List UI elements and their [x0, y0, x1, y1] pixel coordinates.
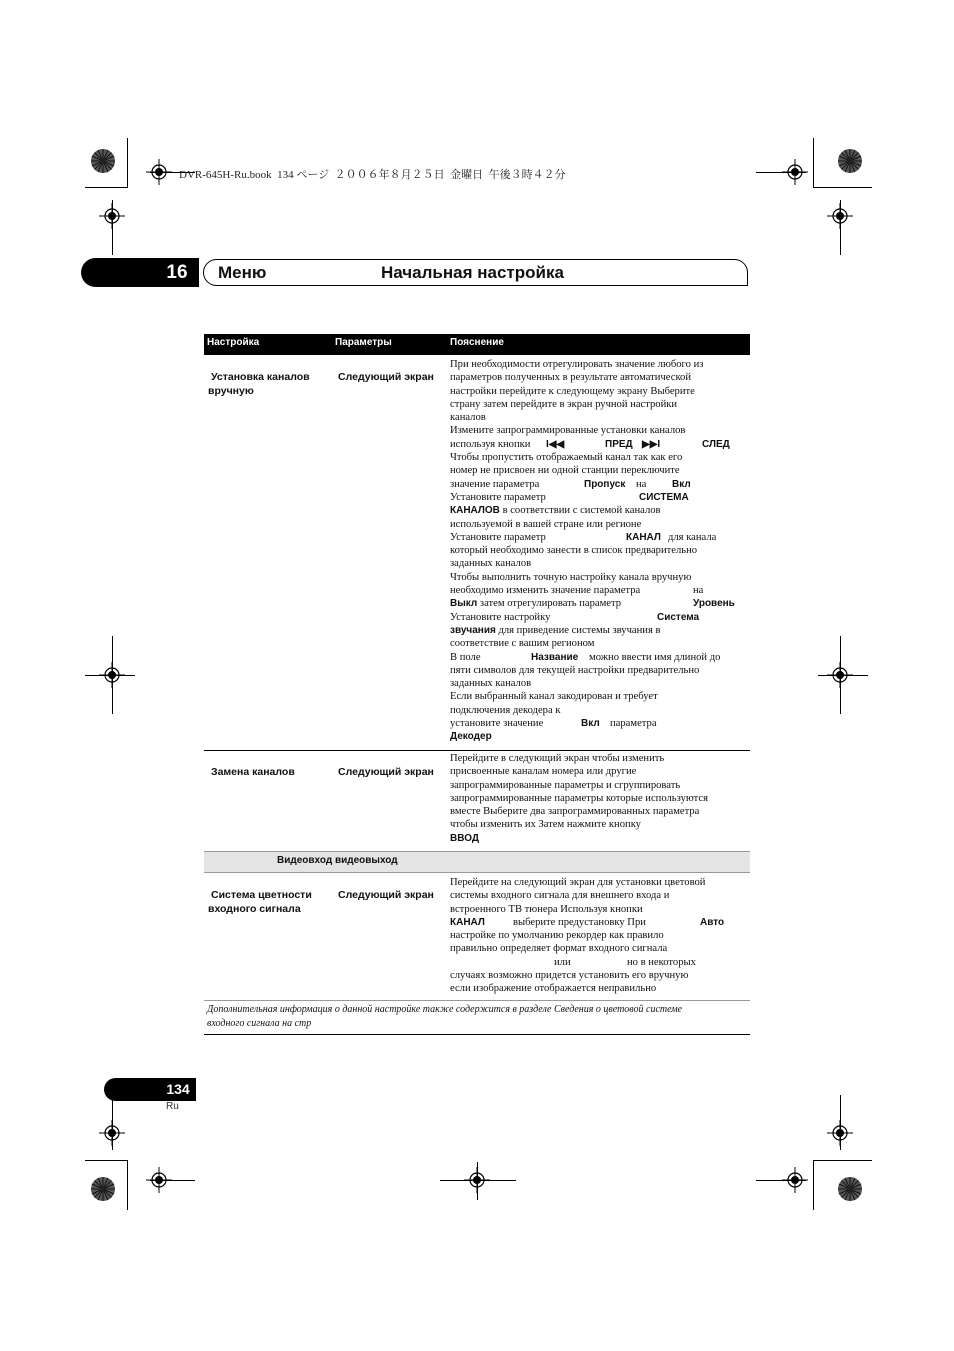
description-text: выберите предустановку При: [513, 916, 646, 928]
description-text: для приведение системы звучания в: [495, 624, 661, 636]
row-divider: [204, 1000, 750, 1001]
description-text: Измените запрограммированные установки каналов: [450, 425, 686, 437]
keyword-label: ВВОД: [450, 832, 479, 844]
description-line: [450, 464, 746, 477]
description-text: При необходимости отрегулировать значение любого из: [450, 359, 704, 370]
page-number: 134: [166, 1081, 190, 1097]
description-line: [450, 677, 746, 690]
rosette-mark-icon: [90, 1176, 116, 1202]
description-line: [450, 424, 746, 437]
rosette-mark-icon: [90, 148, 116, 174]
description-line: [450, 544, 746, 557]
description-text: на: [693, 585, 704, 597]
description-text: запрограммированные параметры которые используются: [450, 792, 708, 804]
table-row-setting: [211, 765, 295, 779]
description-text: настройки перейдите к следующему экрану Выберите: [450, 385, 695, 397]
description-line: [450, 651, 746, 664]
keyword-label: СЛЕД: [702, 438, 730, 450]
description-line: [450, 371, 746, 384]
description-line: [450, 637, 746, 650]
description-text: параметра: [610, 718, 657, 730]
keyword-label: КАНАЛОВ: [450, 505, 500, 517]
description-text: Чтобы выполнить точную настройку канала вручную: [450, 571, 692, 583]
description-text: соответствие с вашим регионом: [450, 638, 595, 650]
description-line: [450, 929, 746, 942]
description-line: [450, 531, 746, 544]
description-text: параметров полученных в результате автоматической: [450, 372, 692, 384]
description-line: [450, 438, 746, 451]
keyword-label: Уровень: [693, 598, 735, 610]
description-text: затем отрегулировать параметр: [477, 598, 622, 610]
book-file-line: DVR-645H-Ru.book 134 ページ ２００６年８月２５日 金曜日 午後３時４２分: [179, 169, 566, 181]
description-line: [450, 916, 746, 929]
description-text: присвоенные каналам номера или другие: [450, 766, 637, 778]
keyword-label: Выкл: [450, 598, 478, 610]
language-code: Ru: [166, 1101, 179, 1112]
description-line: [450, 704, 746, 717]
description-line: [450, 557, 746, 570]
description-text: Установите настройку: [450, 611, 551, 623]
description-line: [450, 690, 746, 703]
description-line: [450, 398, 746, 411]
description-text: чтобы изменить их Затем нажмите кнопку: [450, 819, 641, 831]
description-line: [450, 584, 746, 597]
description-line: [450, 805, 746, 818]
description-line: [450, 969, 746, 982]
description-text: вместе Выберите два запрограммированных параметра: [450, 806, 700, 818]
description-text: или: [554, 956, 571, 968]
keyword-label: ПРЕД: [605, 438, 633, 450]
table-section-label: Видеовход видеовыход: [277, 855, 398, 866]
footnote: [207, 1003, 747, 1030]
table-bottom-rule: [204, 1034, 750, 1035]
registration-mark-icon: [827, 1120, 853, 1146]
keyword-label: Вкл: [672, 478, 691, 490]
description-text: на: [636, 478, 647, 490]
keyword-label: Декодер: [450, 731, 492, 743]
description-line: [450, 597, 746, 610]
setting-name-line: Система цветности: [211, 889, 312, 901]
registration-mark-icon: [99, 1120, 125, 1146]
keyword-label: Пропуск: [584, 478, 626, 490]
setting-name-line: Установка каналов: [211, 371, 310, 383]
registration-mark-icon: [99, 203, 125, 229]
description-text: запрограммированные параметры и сгруппировать: [450, 779, 681, 791]
description-text: правильно определяет формат входного сигнала: [450, 943, 668, 955]
description-text: но в некоторых: [627, 956, 696, 968]
description-line: [450, 518, 746, 531]
table-row-description: [450, 752, 746, 845]
description-line: [450, 385, 746, 398]
description-text: Перейдите на следующий экран для установки цветовой: [450, 877, 706, 888]
description-text: для канала: [668, 531, 717, 543]
description-line: [450, 358, 746, 371]
registration-mark-icon: [782, 159, 808, 185]
description-text: настройке по умолчанию рекордер как правило: [450, 930, 664, 942]
description-line: [450, 478, 746, 491]
description-text: используемой в вашей стране или регионе: [450, 518, 642, 530]
description-text: Установите параметр: [450, 491, 546, 503]
description-line: [450, 571, 746, 584]
registration-mark-icon: [99, 662, 125, 688]
keyword-label: КАНАЛ: [450, 916, 485, 928]
description-line: [450, 982, 746, 995]
footnote-line: Дополнительная информация о данной настройке также содержится в разделе Сведения о цветовой системе: [207, 1004, 683, 1015]
description-text: заданных каналов: [450, 558, 532, 570]
description-text: Если выбранный канал закодирован и требует: [450, 691, 658, 703]
description-line: [450, 942, 746, 955]
setting-name-line: Замена каналов: [211, 766, 295, 778]
description-line: [450, 411, 746, 424]
description-line: [450, 792, 746, 805]
description-line: [450, 664, 746, 677]
keyword-label: звучания: [450, 624, 496, 636]
description-text: заданных каналов: [450, 678, 532, 690]
description-text: подключения декодера к: [450, 704, 561, 716]
description-line: [450, 779, 746, 792]
description-line: [450, 956, 746, 969]
description-line: [450, 504, 746, 517]
keyword-label: Название: [531, 651, 579, 663]
description-line: [450, 730, 746, 743]
table-row-setting: [208, 370, 310, 398]
table-row-description: [450, 876, 746, 996]
description-line: [450, 876, 746, 889]
description-text: можно ввести имя длиной до: [589, 651, 721, 663]
description-text: Чтобы пропустить отображаемый канал так как его: [450, 452, 683, 464]
description-text: значение параметра: [450, 478, 540, 490]
page-title: Начальная настройка: [381, 263, 564, 282]
description-text: номер не присвоен ни одной станции переключите: [450, 465, 680, 477]
description-text: если изображение отображается неправильно: [450, 983, 657, 995]
keyword-label: СИСТЕМА: [639, 491, 689, 503]
setting-name-line: входного сигнала: [208, 903, 301, 915]
registration-mark-icon: [782, 1167, 808, 1193]
description-line: [450, 491, 746, 504]
table-row-option: Следующий экран: [338, 766, 434, 778]
registration-mark-icon: [464, 1167, 490, 1193]
description-line: [450, 624, 746, 637]
description-text: установите значение: [450, 718, 544, 730]
description-text: используя кнопки: [450, 438, 531, 450]
description-text: системы входного сигнала для внешнего входа и: [450, 890, 670, 902]
keyword-label: Авто: [700, 916, 725, 928]
description-text: страну затем перейдите в экран ручной настройки: [450, 398, 678, 410]
description-text: необходимо изменить значение параметра: [450, 585, 641, 597]
description-line: [450, 832, 746, 845]
footnote-line: входного сигнала на стр: [207, 1017, 312, 1029]
description-text: который необходимо занести в список предварительно: [450, 545, 698, 557]
description-line: [450, 611, 746, 624]
table-row-option: Следующий экран: [338, 889, 434, 901]
table-row-option: Следующий экран: [338, 371, 434, 383]
table-row-setting: [208, 888, 312, 916]
description-line: [450, 889, 746, 902]
registration-mark-icon: [827, 203, 853, 229]
description-line: [450, 717, 746, 730]
description-line: [450, 752, 746, 765]
description-line: [450, 903, 746, 916]
description-line: [450, 765, 746, 778]
description-text: каналов: [450, 412, 486, 424]
description-line: [450, 818, 746, 831]
section-name: Меню: [218, 263, 267, 282]
description-text: Перейдите в следующий экран чтобы изменить: [450, 753, 665, 764]
keyword-label: Вкл: [581, 718, 600, 730]
keyword-label: I◀◀: [546, 438, 565, 450]
row-divider: [204, 750, 750, 751]
description-text: в соответствии с системой каналов: [499, 505, 661, 517]
description-text: пяти символов для текущей настройки предварительно: [450, 664, 700, 676]
setting-name-line: вручную: [208, 385, 254, 397]
description-text: Установите параметр: [450, 531, 546, 543]
description-text: встроенного ТВ тюнера Используя кнопки: [450, 903, 643, 915]
description-text: случаях возможно придется установить его вручную: [450, 970, 689, 982]
rosette-mark-icon: [837, 1176, 863, 1202]
column-header-description: Пояснение: [450, 337, 504, 348]
registration-mark-icon: [146, 159, 172, 185]
keyword-label: Система: [657, 611, 700, 623]
description-line: [450, 451, 746, 464]
keyword-label: ▶▶I: [642, 438, 661, 450]
rosette-mark-icon: [837, 148, 863, 174]
column-header-setting: Настройка: [207, 337, 260, 348]
registration-mark-icon: [146, 1167, 172, 1193]
description-text: В поле: [450, 651, 481, 663]
table-row-description: [450, 358, 746, 744]
keyword-label: КАНАЛ: [626, 531, 661, 543]
chapter-number: 16: [166, 262, 188, 283]
registration-mark-icon: [827, 662, 853, 688]
column-header-options: Параметры: [335, 337, 392, 348]
